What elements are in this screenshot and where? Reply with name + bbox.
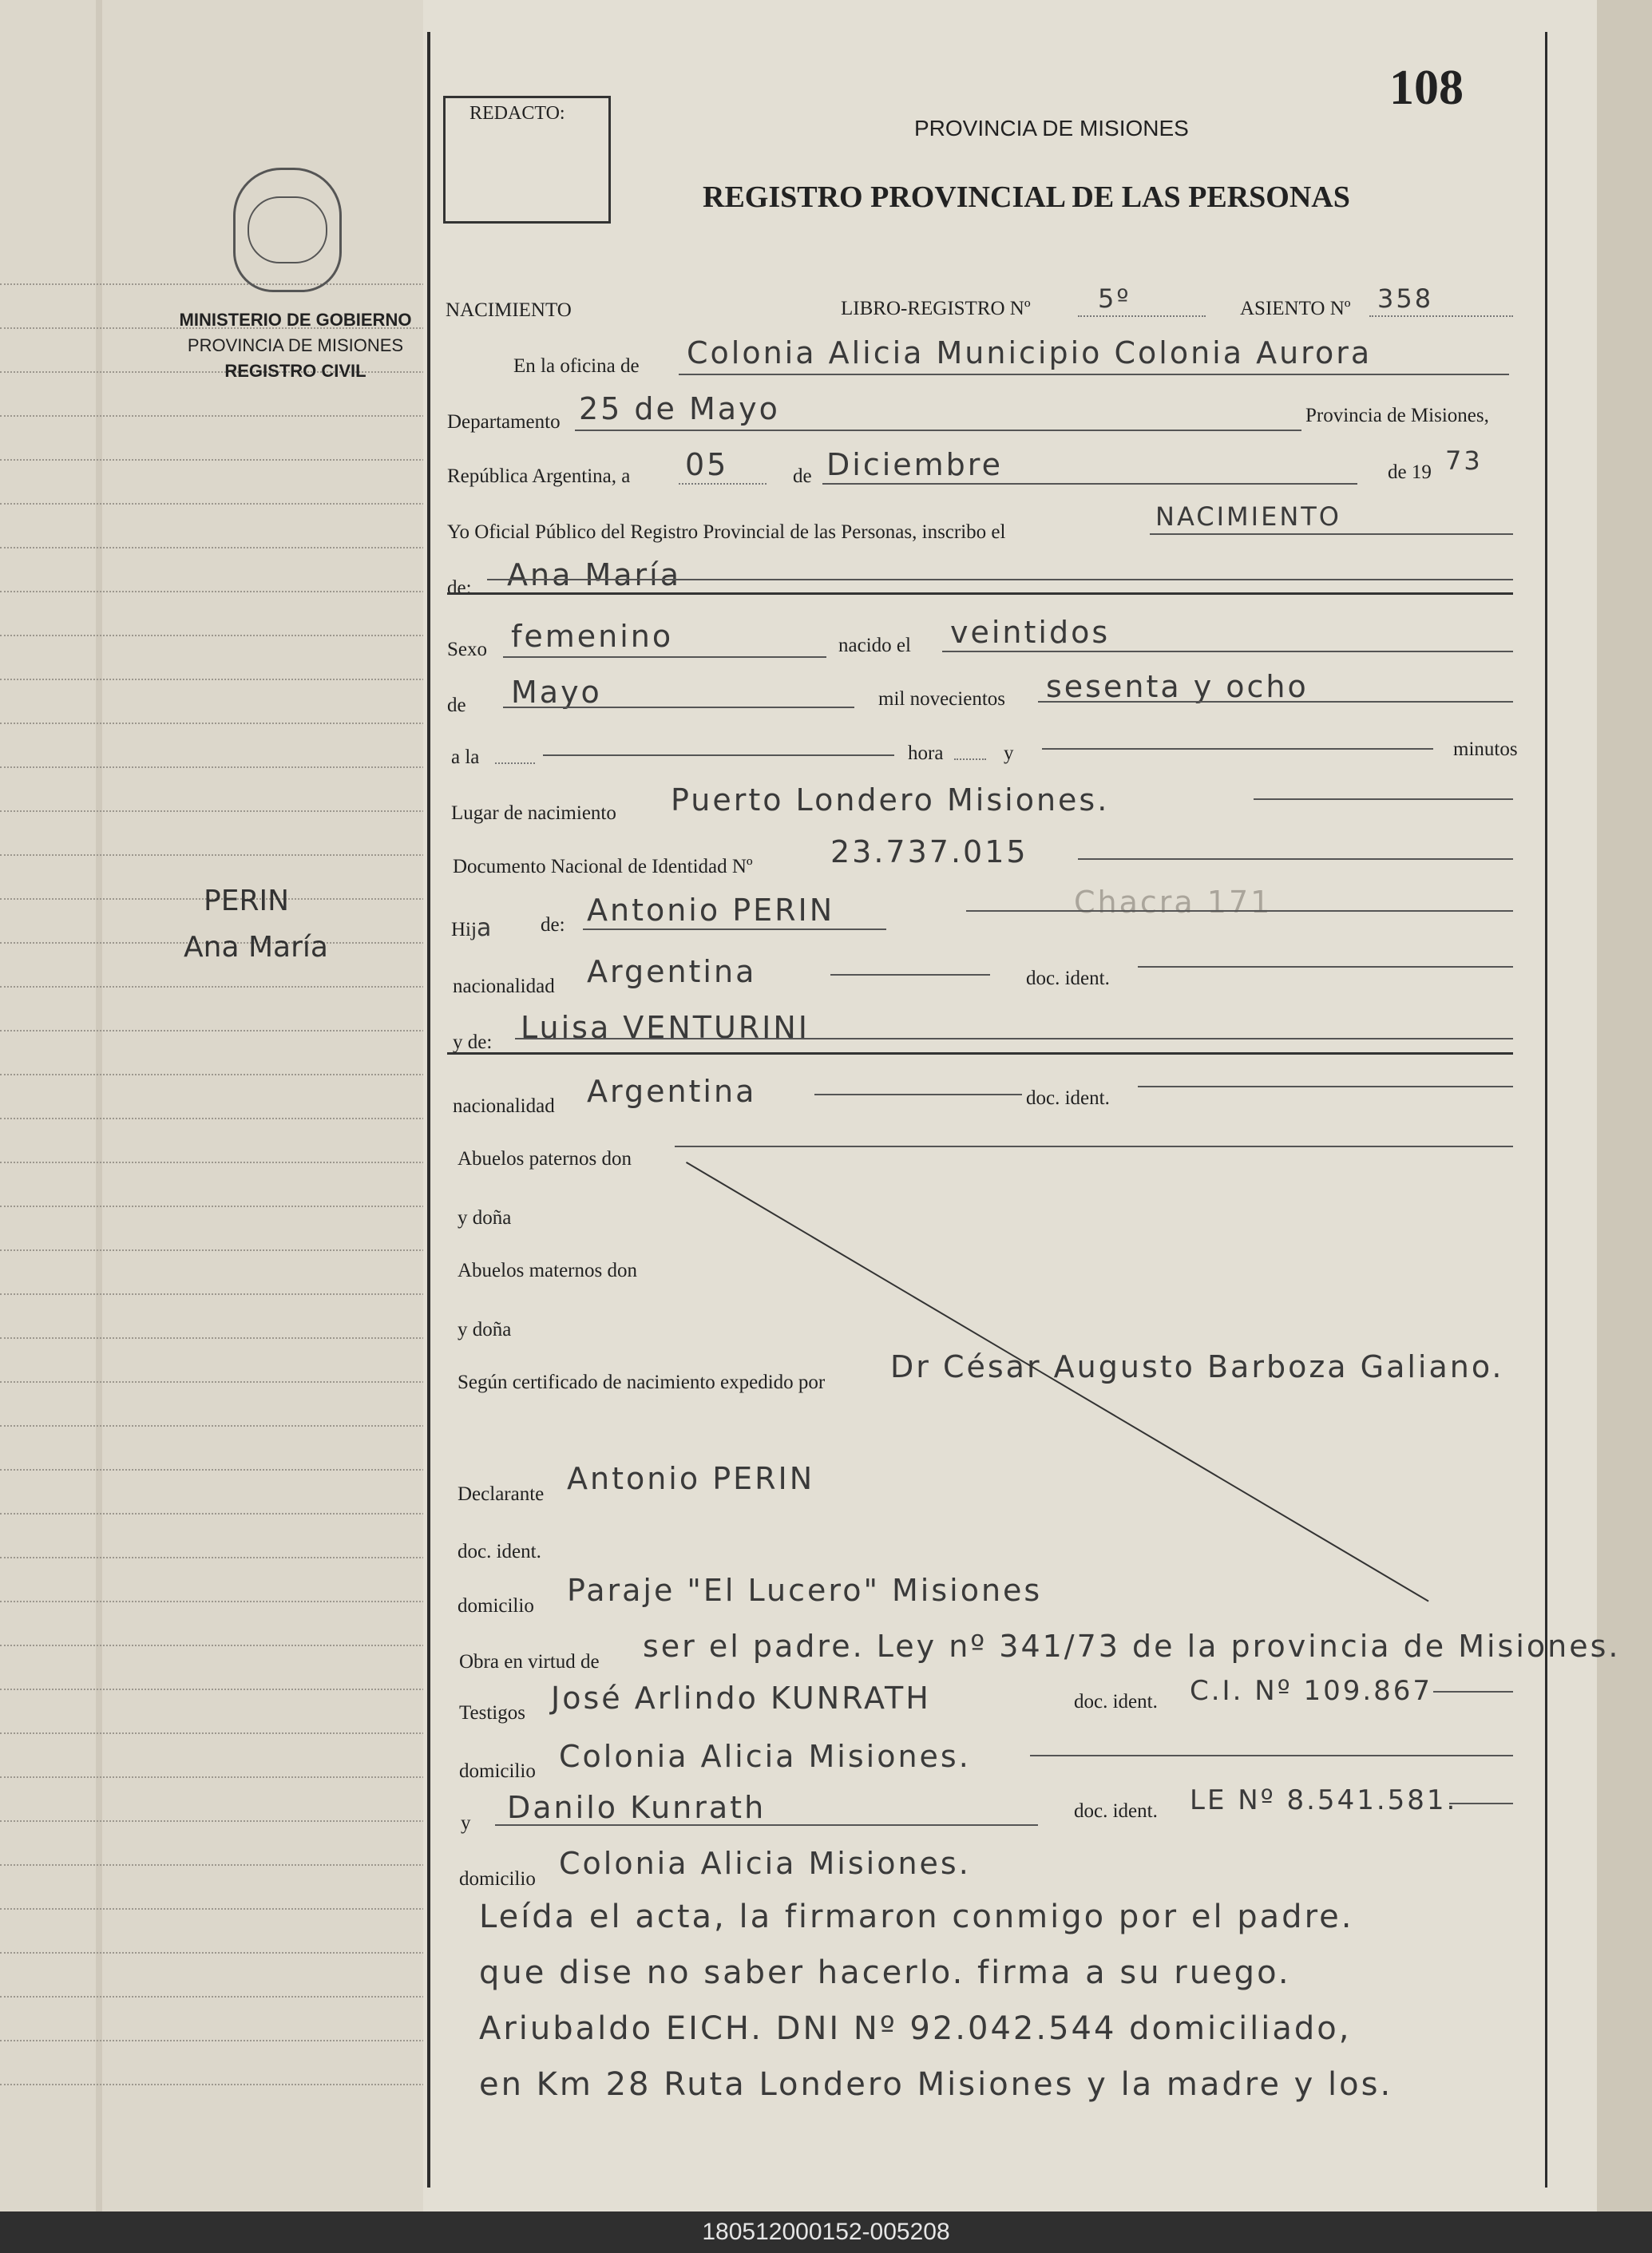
ruling-line [0, 635, 427, 636]
oficina-line [679, 374, 1509, 375]
libro-line [1078, 315, 1206, 317]
de-anio-label: de 19 [1388, 461, 1432, 483]
departamento-line [575, 430, 1301, 431]
ruling-line [0, 1206, 427, 1207]
padre-line [583, 929, 886, 930]
ruling-line [0, 1689, 427, 1690]
testigo-2-value: Danilo Kunrath [507, 1790, 767, 1825]
ruling-line [0, 1601, 427, 1602]
ruling-line [0, 1996, 427, 1998]
doc-ident-2-line [1138, 1086, 1513, 1087]
asiento-value: 358 [1377, 283, 1434, 314]
ruling-line [0, 1381, 427, 1383]
domicilio-1-label: domicilio [458, 1595, 534, 1617]
ruling-line [0, 679, 427, 680]
hora-dots [954, 758, 986, 760]
doc-ident-5-line [1449, 1803, 1513, 1804]
hija-prefix: Hij [451, 919, 477, 940]
mes-nac-value: Mayo [511, 675, 602, 710]
nacionalidad-1-value: Argentina [587, 954, 757, 989]
ruling-line [0, 2084, 427, 2085]
asiento-line [1369, 315, 1513, 317]
mil-line [1038, 701, 1513, 703]
nacionalidad-1-line [830, 974, 990, 976]
margin-name-note [184, 878, 439, 971]
ruling-line [0, 1425, 427, 1427]
ruling-line [0, 415, 427, 417]
doc-ident-1-label: doc. ident. [1026, 968, 1110, 989]
testigo-1-value: José Arlindo KUNRATH [551, 1681, 931, 1716]
ministry-line-2: PROVINCIA DE MISIONES [187, 335, 404, 355]
asiento-label: ASIENTO Nº [1240, 298, 1351, 319]
mil-value: sesenta y ocho [1046, 669, 1309, 704]
ruling-line [0, 723, 427, 724]
nombre-line [487, 579, 1513, 580]
sexo-label: Sexo [447, 639, 487, 660]
oficial-label: Yo Oficial Público del Registro Provincial de las Personas, inscribo el [447, 521, 1006, 543]
y-dona-1-label: y doña [458, 1207, 512, 1229]
nacionalidad-2-value: Argentina [587, 1074, 757, 1109]
ruling-line [0, 1513, 427, 1515]
ruling-line [0, 810, 427, 812]
note-line-4: en Km 28 Ruta Londero Misiones y la madre y los. [479, 2066, 1393, 2103]
ruling-line [0, 283, 427, 285]
page-number: 108 [1389, 61, 1464, 115]
domicilio-2-label: domicilio [459, 1760, 536, 1782]
dni-label: Documento Nacional de Identidad Nº [453, 856, 753, 877]
ruling-line [0, 766, 427, 768]
domicilio-3-label: domicilio [459, 1868, 536, 1890]
doc-ident-2-label: doc. ident. [1026, 1087, 1110, 1109]
doc-ident-5-label: doc. ident. [1074, 1800, 1158, 1822]
oficina-value: Colonia Alicia Municipio Colonia Aurora [687, 335, 1373, 370]
dia-line [679, 483, 767, 485]
de-label: de [793, 465, 812, 487]
ruling-line [0, 591, 427, 592]
ruling-line [0, 1557, 427, 1558]
ruling-line [0, 1864, 427, 1866]
oficial-line [1150, 533, 1513, 535]
oficina-label: En la oficina de [513, 355, 640, 377]
ruling-line [0, 459, 427, 461]
ruling-line [0, 1732, 427, 1734]
ruling-line [0, 1293, 427, 1295]
domicilio-2-line [1030, 1755, 1513, 1756]
ruling-line [0, 854, 427, 856]
y-label: y [1004, 742, 1014, 764]
nombre-value: Ana María [507, 557, 681, 592]
yde-label: y de: [453, 1031, 493, 1053]
departamento-value: 25 de Mayo [579, 391, 780, 426]
doc-ident-4-label: doc. ident. [1074, 1691, 1158, 1713]
ala-label: a la [451, 746, 480, 768]
ruling-line [0, 503, 427, 505]
ruling-line [0, 1776, 427, 1778]
ruling-line [0, 2040, 427, 2041]
mes-value: Diciembre [826, 447, 1003, 482]
anio-value: 73 [1445, 445, 1483, 476]
republica-label: República Argentina, a [447, 465, 631, 487]
ala-dots [495, 762, 535, 764]
y2-label: y [461, 1812, 471, 1834]
madre-double-line [447, 1052, 1513, 1055]
provincia-label: Provincia de Misiones, [1305, 405, 1489, 426]
page-fold [96, 0, 102, 2211]
dni-value: 23.737.015 [830, 834, 1028, 869]
ruling-line [0, 1645, 427, 1646]
hija-de-label: de: [541, 914, 565, 936]
ruling-line [0, 1249, 427, 1251]
redacto-box [443, 96, 611, 224]
libro-label: LIBRO-REGISTRO Nº [841, 298, 1031, 319]
sexo-value: femenino [511, 619, 674, 654]
obra-value: ser el padre. Ley nº 341/73 de la provincia de Misiones. [643, 1629, 1621, 1664]
coat-of-arms-seal-icon [233, 168, 342, 292]
registry-title: REGISTRO PROVINCIAL DE LAS PERSONAS [703, 180, 1350, 214]
lugar-line [1254, 798, 1513, 800]
left-page [0, 0, 447, 2211]
doc-ident-4-value: C.I. Nº 109.867 [1190, 1675, 1433, 1707]
form-left-border [427, 32, 430, 2188]
ruling-line [0, 1074, 427, 1075]
ruling-line [0, 1469, 427, 1471]
ministry-heading [160, 307, 431, 384]
abuelos-paternos-line [675, 1146, 1513, 1147]
ruling-line [0, 1952, 427, 1954]
ruling-line [0, 1337, 427, 1339]
margin-given-name: Ana María [184, 931, 328, 964]
hija-label [451, 914, 491, 942]
oficial-value: NACIMIENTO [1155, 501, 1341, 532]
minutos-line [1042, 748, 1433, 750]
dia-value: 05 [685, 447, 729, 482]
lugar-label: Lugar de nacimiento [451, 802, 616, 824]
doc-ident-4-line [1433, 1691, 1513, 1693]
nacido-line [942, 651, 1513, 652]
mes-nac-line [503, 707, 854, 708]
mes-line [822, 483, 1357, 485]
page-edge [1597, 0, 1652, 2211]
redacto-label: REDACTO: [469, 103, 565, 124]
obra-label: Obra en virtud de [459, 1651, 600, 1673]
note-line-2: que dise no saber hacerlo. firma a su ruego. [479, 1954, 1291, 1991]
padre-faint-note: Chacra 171 [1074, 885, 1273, 920]
certificado-value: Dr César Augusto Barboza Galiano. [890, 1349, 1504, 1384]
testigos-label: Testigos [459, 1702, 525, 1724]
lugar-value: Puerto Londero Misiones. [671, 782, 1110, 818]
nombre-double-line [447, 592, 1513, 595]
minutos-label: minutos [1453, 738, 1518, 760]
departamento-label: Departamento [447, 411, 561, 433]
madre-line [515, 1038, 1513, 1039]
declarante-value: Antonio PERIN [567, 1461, 815, 1496]
domicilio-3-value: Colonia Alicia Misiones. [559, 1846, 971, 1881]
domicilio-2-value: Colonia Alicia Misiones. [559, 1739, 971, 1774]
padre-value: Antonio PERIN [587, 893, 835, 928]
ruling-line [0, 1118, 427, 1119]
dni-line [1078, 858, 1513, 860]
note-line-3: Ariubaldo EICH. DNI Nº 92.042.544 domiciliado, [479, 2010, 1352, 2047]
doc-ident-3-label: doc. ident. [458, 1541, 541, 1562]
abuelos-maternos-label: Abuelos maternos don [458, 1260, 637, 1281]
ministry-line-1: MINISTERIO DE GOBIERNO [179, 310, 412, 330]
image-id-footer: 180512000152-005208 [0, 2211, 1652, 2253]
margin-surname: PERIN [204, 885, 290, 917]
certificado-label: Según certificado de nacimiento expedido por [458, 1372, 826, 1393]
madre-value: Luisa VENTURINI [521, 1010, 810, 1045]
testigo-2-line [495, 1824, 1038, 1826]
de2-label: de: [447, 577, 472, 599]
nacido-label: nacido el [838, 635, 911, 656]
form-right-border [1545, 32, 1547, 2188]
libro-value: 5º [1098, 283, 1131, 314]
hija-suffix: a [476, 914, 492, 942]
mil-label: mil novecientos [878, 688, 1005, 710]
domicilio-1-value: Paraje "El Lucero" Misiones [567, 1573, 1043, 1608]
nacionalidad-1-label: nacionalidad [453, 976, 555, 997]
nacionalidad-2-line [814, 1094, 1022, 1095]
doc-ident-5-value: LE Nº 8.541.581. [1190, 1784, 1458, 1816]
doc-ident-1-line [1138, 966, 1513, 968]
ruling-line [0, 1030, 427, 1031]
ruling-line [0, 547, 427, 548]
de3-label: de [447, 695, 466, 716]
ruling-line [0, 1820, 427, 1822]
ruling-line [0, 1908, 427, 1910]
sexo-line [503, 656, 826, 658]
padre-line-2 [966, 910, 1513, 912]
nacionalidad-2-label: nacionalidad [453, 1095, 555, 1117]
hora-line [543, 754, 894, 756]
note-line-1: Leída el acta, la firmaron conmigo por el padre. [479, 1899, 1354, 1935]
ruling-line [0, 986, 427, 988]
province-heading: PROVINCIA DE MISIONES [914, 116, 1189, 141]
nacimiento-label: NACIMIENTO [446, 299, 572, 321]
declarante-label: Declarante [458, 1483, 545, 1505]
ministry-line-3: REGISTRO CIVIL [224, 361, 366, 381]
nacido-value: veintidos [950, 615, 1111, 650]
y-dona-2-label: y doña [458, 1319, 512, 1340]
ruling-line [0, 1162, 427, 1163]
abuelos-paternos-label: Abuelos paternos don [458, 1148, 632, 1170]
hora-label: hora [908, 742, 944, 764]
